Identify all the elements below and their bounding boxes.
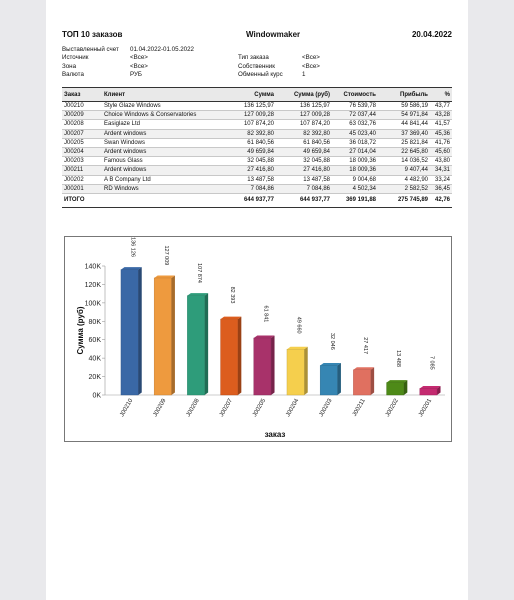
x-tick-label: J00204 bbox=[285, 398, 301, 419]
bar-top bbox=[187, 293, 208, 296]
param-row bbox=[62, 46, 452, 54]
param-label: Собственник bbox=[238, 62, 275, 70]
bar-side bbox=[138, 267, 142, 395]
bar-top bbox=[287, 347, 308, 350]
y-tick-label: 60K bbox=[88, 337, 101, 345]
table-cell: 4 482,90 bbox=[378, 175, 430, 184]
bar-j00201 bbox=[420, 388, 437, 395]
table-cell: J00201 bbox=[62, 184, 102, 193]
bar-top bbox=[254, 336, 275, 339]
param-value: РУБ bbox=[130, 71, 142, 79]
table-cell: 49 659,84 bbox=[276, 147, 332, 156]
table-cell: J00209 bbox=[62, 111, 102, 120]
column-header: % bbox=[430, 88, 452, 102]
table-cell: 136 125,97 bbox=[276, 102, 332, 111]
data-label: 49 660 bbox=[295, 316, 302, 334]
param-value: 01.04.2022-01.05.2022 bbox=[130, 46, 194, 53]
table-cell: 61 840,56 bbox=[276, 138, 332, 147]
table-cell: 76 539,78 bbox=[332, 102, 378, 111]
total-row bbox=[62, 193, 452, 207]
table-cell: 32 045,88 bbox=[220, 157, 276, 166]
y-tick-label: 120K bbox=[84, 281, 101, 289]
table-cell: 61 840,56 bbox=[220, 138, 276, 147]
param-value: <Все> bbox=[130, 62, 148, 70]
table-cell: 7 084,86 bbox=[276, 184, 332, 193]
param-row bbox=[62, 63, 452, 71]
table-cell: 18 009,36 bbox=[332, 157, 378, 166]
bar-side bbox=[238, 317, 242, 395]
table-cell: Style Glaze Windows bbox=[102, 102, 220, 111]
bar-top bbox=[121, 267, 142, 270]
bar-top bbox=[221, 317, 242, 320]
table-cell: 43,28 bbox=[430, 111, 452, 120]
table-cell: 27 416,80 bbox=[220, 166, 276, 175]
table-cell: J00208 bbox=[62, 120, 102, 129]
x-tick-label: J00211 bbox=[351, 398, 367, 418]
column-header: Стоимость bbox=[332, 88, 378, 102]
table-cell: 41,76 bbox=[430, 138, 452, 147]
chart-svg bbox=[65, 237, 451, 441]
table-cell: 25 821,84 bbox=[378, 138, 430, 147]
param-label: Выставленный счет bbox=[62, 46, 119, 53]
x-tick-label: J00210 bbox=[119, 398, 135, 419]
table-cell: 34,31 bbox=[430, 166, 452, 175]
report-parameters bbox=[62, 46, 452, 80]
data-label: 27 417 bbox=[362, 337, 368, 355]
x-tick-label: J00203 bbox=[318, 398, 334, 419]
y-tick-label: 100K bbox=[84, 300, 101, 308]
table-row bbox=[62, 157, 452, 166]
table-cell: 36,45 bbox=[430, 184, 452, 193]
y-axis-title: Сумма (руб) bbox=[76, 306, 85, 355]
param-value: <Все> bbox=[302, 54, 320, 62]
table-cell: 82 392,80 bbox=[220, 129, 276, 138]
report-date: 20.04.2022 bbox=[411, 30, 452, 39]
table-row bbox=[62, 138, 452, 147]
column-header: Прибыль bbox=[378, 88, 430, 102]
table-cell: 27 014,04 bbox=[332, 147, 378, 156]
table-cell: 127 009,28 bbox=[220, 111, 276, 120]
report-header bbox=[62, 30, 452, 42]
param-value: <Все> bbox=[302, 62, 320, 70]
x-tick-label: J00209 bbox=[152, 398, 168, 419]
table-cell: 43,77 bbox=[430, 102, 452, 111]
total-cell: ИТОГО bbox=[62, 193, 102, 207]
table-cell: 82 392,80 bbox=[276, 129, 332, 138]
data-label: 7 085 bbox=[428, 355, 435, 370]
bar-top bbox=[420, 386, 441, 389]
table-cell: 107 874,20 bbox=[220, 120, 276, 129]
table-cell: J00205 bbox=[62, 138, 102, 147]
table-row bbox=[62, 129, 452, 138]
table-cell: 107 874,20 bbox=[276, 120, 332, 129]
y-tick-label: 20K bbox=[88, 374, 101, 382]
table-cell: RD Windows bbox=[102, 184, 220, 193]
table-cell: 45 023,40 bbox=[332, 129, 378, 138]
total-cell bbox=[102, 193, 220, 207]
table-cell: 36 018,72 bbox=[332, 138, 378, 147]
x-tick-label: J00202 bbox=[384, 398, 400, 419]
table-cell: 22 645,80 bbox=[378, 147, 430, 156]
total-cell: 275 745,89 bbox=[378, 193, 430, 207]
bar-side bbox=[371, 367, 375, 395]
data-label: 13 488 bbox=[395, 350, 402, 367]
table-cell: J00207 bbox=[62, 129, 102, 138]
x-axis-title: заказ bbox=[264, 430, 286, 439]
param-row bbox=[62, 71, 452, 79]
data-label: 107 874 bbox=[196, 263, 202, 283]
total-cell: 42,76 bbox=[430, 193, 452, 207]
x-tick-label: J00207 bbox=[218, 398, 234, 419]
table-cell: 18 009,36 bbox=[332, 166, 378, 175]
bar-side bbox=[337, 363, 341, 395]
table-cell: 44 841,44 bbox=[378, 120, 430, 129]
bar-j00209 bbox=[154, 278, 171, 395]
table-row bbox=[62, 111, 452, 120]
table-cell: Ardent windows bbox=[102, 129, 220, 138]
table-row bbox=[62, 184, 452, 193]
table-cell: J00211 bbox=[62, 166, 102, 175]
x-tick-label: J00201 bbox=[418, 398, 434, 419]
param-label: Обменный курс bbox=[238, 71, 283, 79]
table-cell: 14 036,52 bbox=[378, 157, 430, 166]
y-tick-label: 40K bbox=[88, 355, 101, 363]
data-label: 127 009 bbox=[162, 245, 169, 266]
table-cell: 59 586,19 bbox=[378, 102, 430, 111]
bar-j00210 bbox=[121, 270, 138, 395]
report-page bbox=[46, 0, 468, 600]
table-cell: 33,24 bbox=[430, 175, 452, 184]
column-header: Клиент bbox=[102, 88, 220, 102]
param-value: 1 bbox=[302, 71, 306, 79]
table-cell: 136 125,97 bbox=[220, 102, 276, 111]
bar-j00202 bbox=[387, 383, 404, 395]
company-name: Windowmaker bbox=[246, 30, 301, 39]
table-cell: 49 659,84 bbox=[220, 147, 276, 156]
table-cell: 41,57 bbox=[430, 120, 452, 129]
data-label: 32 046 bbox=[328, 332, 335, 350]
table-cell: 72 037,44 bbox=[332, 111, 378, 120]
bar-side bbox=[304, 347, 308, 395]
table-row bbox=[62, 147, 452, 156]
x-tick-label: J00205 bbox=[252, 398, 268, 419]
bar-top bbox=[154, 275, 175, 278]
table-cell: A B Company Ltd bbox=[102, 175, 220, 184]
table-cell: 13 487,58 bbox=[276, 175, 332, 184]
table-row bbox=[62, 102, 452, 111]
table-cell: 45,36 bbox=[430, 129, 452, 138]
table-row bbox=[62, 175, 452, 184]
bar-top bbox=[320, 363, 341, 366]
table-row bbox=[62, 120, 452, 129]
report-title: ТОП 10 заказов bbox=[62, 30, 123, 39]
total-cell: 369 191,88 bbox=[332, 193, 378, 207]
table-cell: 13 487,58 bbox=[220, 175, 276, 184]
table-cell: Famous Glass bbox=[102, 157, 220, 166]
bar-j00203 bbox=[320, 365, 337, 395]
bar-side bbox=[271, 336, 275, 395]
table-cell: 127 009,28 bbox=[276, 111, 332, 120]
bar-side bbox=[205, 293, 209, 395]
y-tick-label: 80K bbox=[88, 318, 101, 326]
table-cell: Choice Windows & Conservatories bbox=[102, 111, 220, 120]
table-cell: Easiglaze Ltd bbox=[102, 120, 220, 129]
x-tick-label: J00208 bbox=[185, 398, 201, 419]
column-header: Сумма bbox=[220, 88, 276, 102]
param-value: <Все> bbox=[130, 54, 148, 62]
bar-top bbox=[353, 367, 374, 370]
table-cell: 32 045,88 bbox=[276, 157, 332, 166]
table-cell: 4 502,34 bbox=[332, 184, 378, 193]
table-cell: J00210 bbox=[62, 102, 102, 111]
bar-side bbox=[171, 275, 175, 395]
column-header: Сумма (руб) bbox=[276, 88, 332, 102]
table-header-row bbox=[62, 88, 452, 102]
table-cell: J00203 bbox=[62, 157, 102, 166]
table-cell: J00202 bbox=[62, 175, 102, 184]
bar-top bbox=[387, 380, 408, 383]
data-label: 136 126 bbox=[129, 237, 136, 257]
table-cell: Ardent windows bbox=[102, 147, 220, 156]
param-label: Валюта bbox=[62, 71, 84, 79]
table-cell: Swan Windows bbox=[102, 138, 220, 147]
table-cell: J00204 bbox=[62, 147, 102, 156]
table-cell: 9 407,44 bbox=[378, 166, 430, 175]
orders-table bbox=[62, 87, 452, 208]
bar-j00208 bbox=[187, 296, 204, 395]
orders-bar-chart bbox=[64, 236, 452, 442]
bar-side bbox=[404, 380, 408, 395]
table-cell: 27 416,80 bbox=[276, 166, 332, 175]
bar-j00205 bbox=[254, 338, 271, 395]
total-cell: 644 937,77 bbox=[220, 193, 276, 207]
param-label: Зона bbox=[62, 62, 77, 70]
bar-j00211 bbox=[353, 370, 370, 395]
data-label: 61 841 bbox=[262, 305, 269, 323]
data-label: 82 393 bbox=[229, 286, 236, 304]
table-cell: 9 004,68 bbox=[332, 175, 378, 184]
table-cell: 2 582,52 bbox=[378, 184, 430, 193]
y-tick-label: 0K bbox=[92, 392, 101, 400]
param-label: Источник bbox=[62, 54, 89, 62]
table-cell: 37 369,40 bbox=[378, 129, 430, 138]
bar-j00207 bbox=[221, 319, 238, 395]
param-label: Тип заказа bbox=[238, 54, 269, 62]
table-cell: Ardent windows bbox=[102, 166, 220, 175]
column-header: Заказ bbox=[62, 88, 102, 102]
table-cell: 45,60 bbox=[430, 147, 452, 156]
total-cell: 644 937,77 bbox=[276, 193, 332, 207]
table-cell: 43,80 bbox=[430, 157, 452, 166]
y-tick-label: 140K bbox=[84, 263, 101, 271]
table-cell: 63 032,76 bbox=[332, 120, 378, 129]
param-row bbox=[62, 54, 452, 62]
table-cell: 54 971,84 bbox=[378, 111, 430, 120]
bar-j00204 bbox=[287, 349, 304, 395]
table-row bbox=[62, 166, 452, 175]
table-cell: 7 084,86 bbox=[220, 184, 276, 193]
